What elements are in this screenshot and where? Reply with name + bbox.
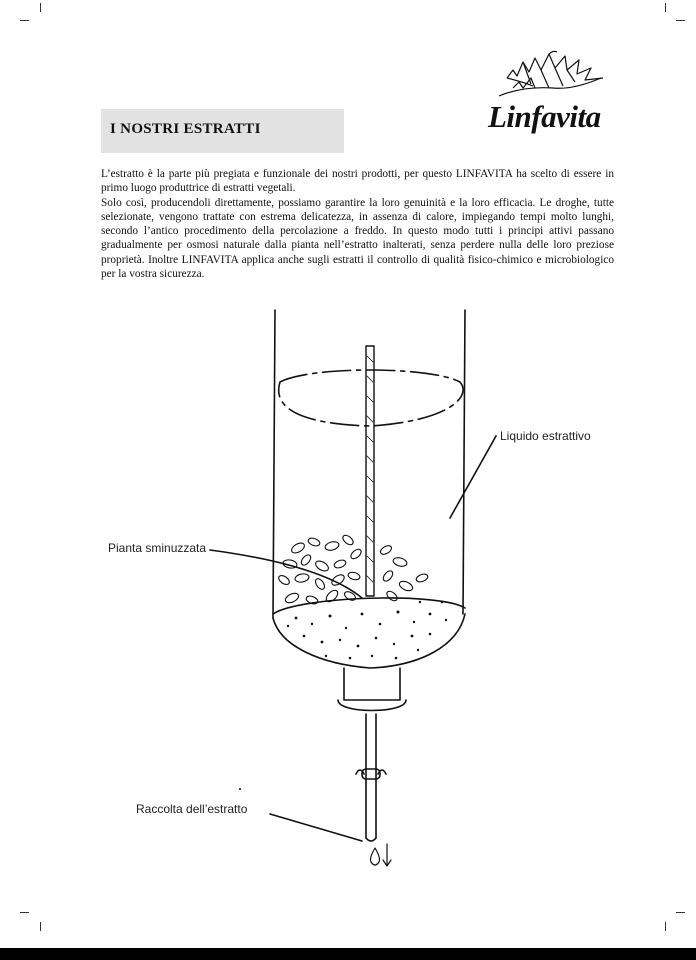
liquid-leader	[450, 436, 496, 518]
body-text	[101, 167, 614, 281]
liquid-surface	[279, 370, 463, 426]
cylinder-left-wall	[273, 310, 275, 618]
sediment-dots	[239, 601, 447, 790]
crop-mark	[20, 20, 29, 21]
extract-drop	[371, 848, 380, 865]
funnel-top	[273, 598, 465, 614]
paragraph: Solo così, producendoli direttamente, possiamo garantire la loro genuinità e la loro efficacia. Le droghe, tutte selezionate, vengono trattate con estrema delicatezza, in assenza di calore, impiegando tempi molto lunghi, secondo l’antico procedimento della percolazione a freddo. In questo modo tutti i principi attivi passano gradualmente per osmosi naturale dalla pianta nell’estratto inalterati, senza perdere nulla delle loro preziose proprietà. Inoltre LINFAVITA applica anche sugli estratti il controllo di qualità fisico-chimico e microbiologico per la vostra sicurezza.	[101, 196, 614, 281]
plant-label: Pianta sminuzzata	[108, 541, 207, 555]
brand-logo-text: Linfavita	[488, 99, 601, 134]
funnel-bowl	[273, 614, 465, 668]
crop-mark	[676, 20, 685, 21]
percolator-diagram	[100, 296, 630, 876]
plant-pieces	[277, 533, 429, 605]
crop-mark	[40, 922, 41, 931]
outlet-tube	[366, 714, 376, 838]
section-title: I NOSTRI ESTRATTI	[110, 121, 261, 137]
liquid-label: Liquido estrattivo	[500, 429, 591, 443]
plant-leader	[210, 550, 362, 598]
flow-arrow	[383, 844, 391, 866]
crop-mark	[676, 912, 685, 913]
paragraph: L’estratto è la parte più pregiata e funzionale dei nostri prodotti, per questo LINFAVITA ha scelto di essere in primo luogo produttrice di estratti vegetali.	[101, 168, 614, 195]
crop-mark	[665, 3, 666, 12]
collection-leader	[270, 814, 362, 841]
cylinder-right-wall	[463, 310, 465, 614]
section-title-box	[101, 109, 344, 153]
crop-mark	[20, 912, 29, 913]
crop-mark	[40, 3, 41, 12]
crop-mark	[665, 922, 666, 931]
funnel-neck	[344, 668, 400, 700]
collection-label: Raccolta dell’estratto	[136, 802, 248, 816]
